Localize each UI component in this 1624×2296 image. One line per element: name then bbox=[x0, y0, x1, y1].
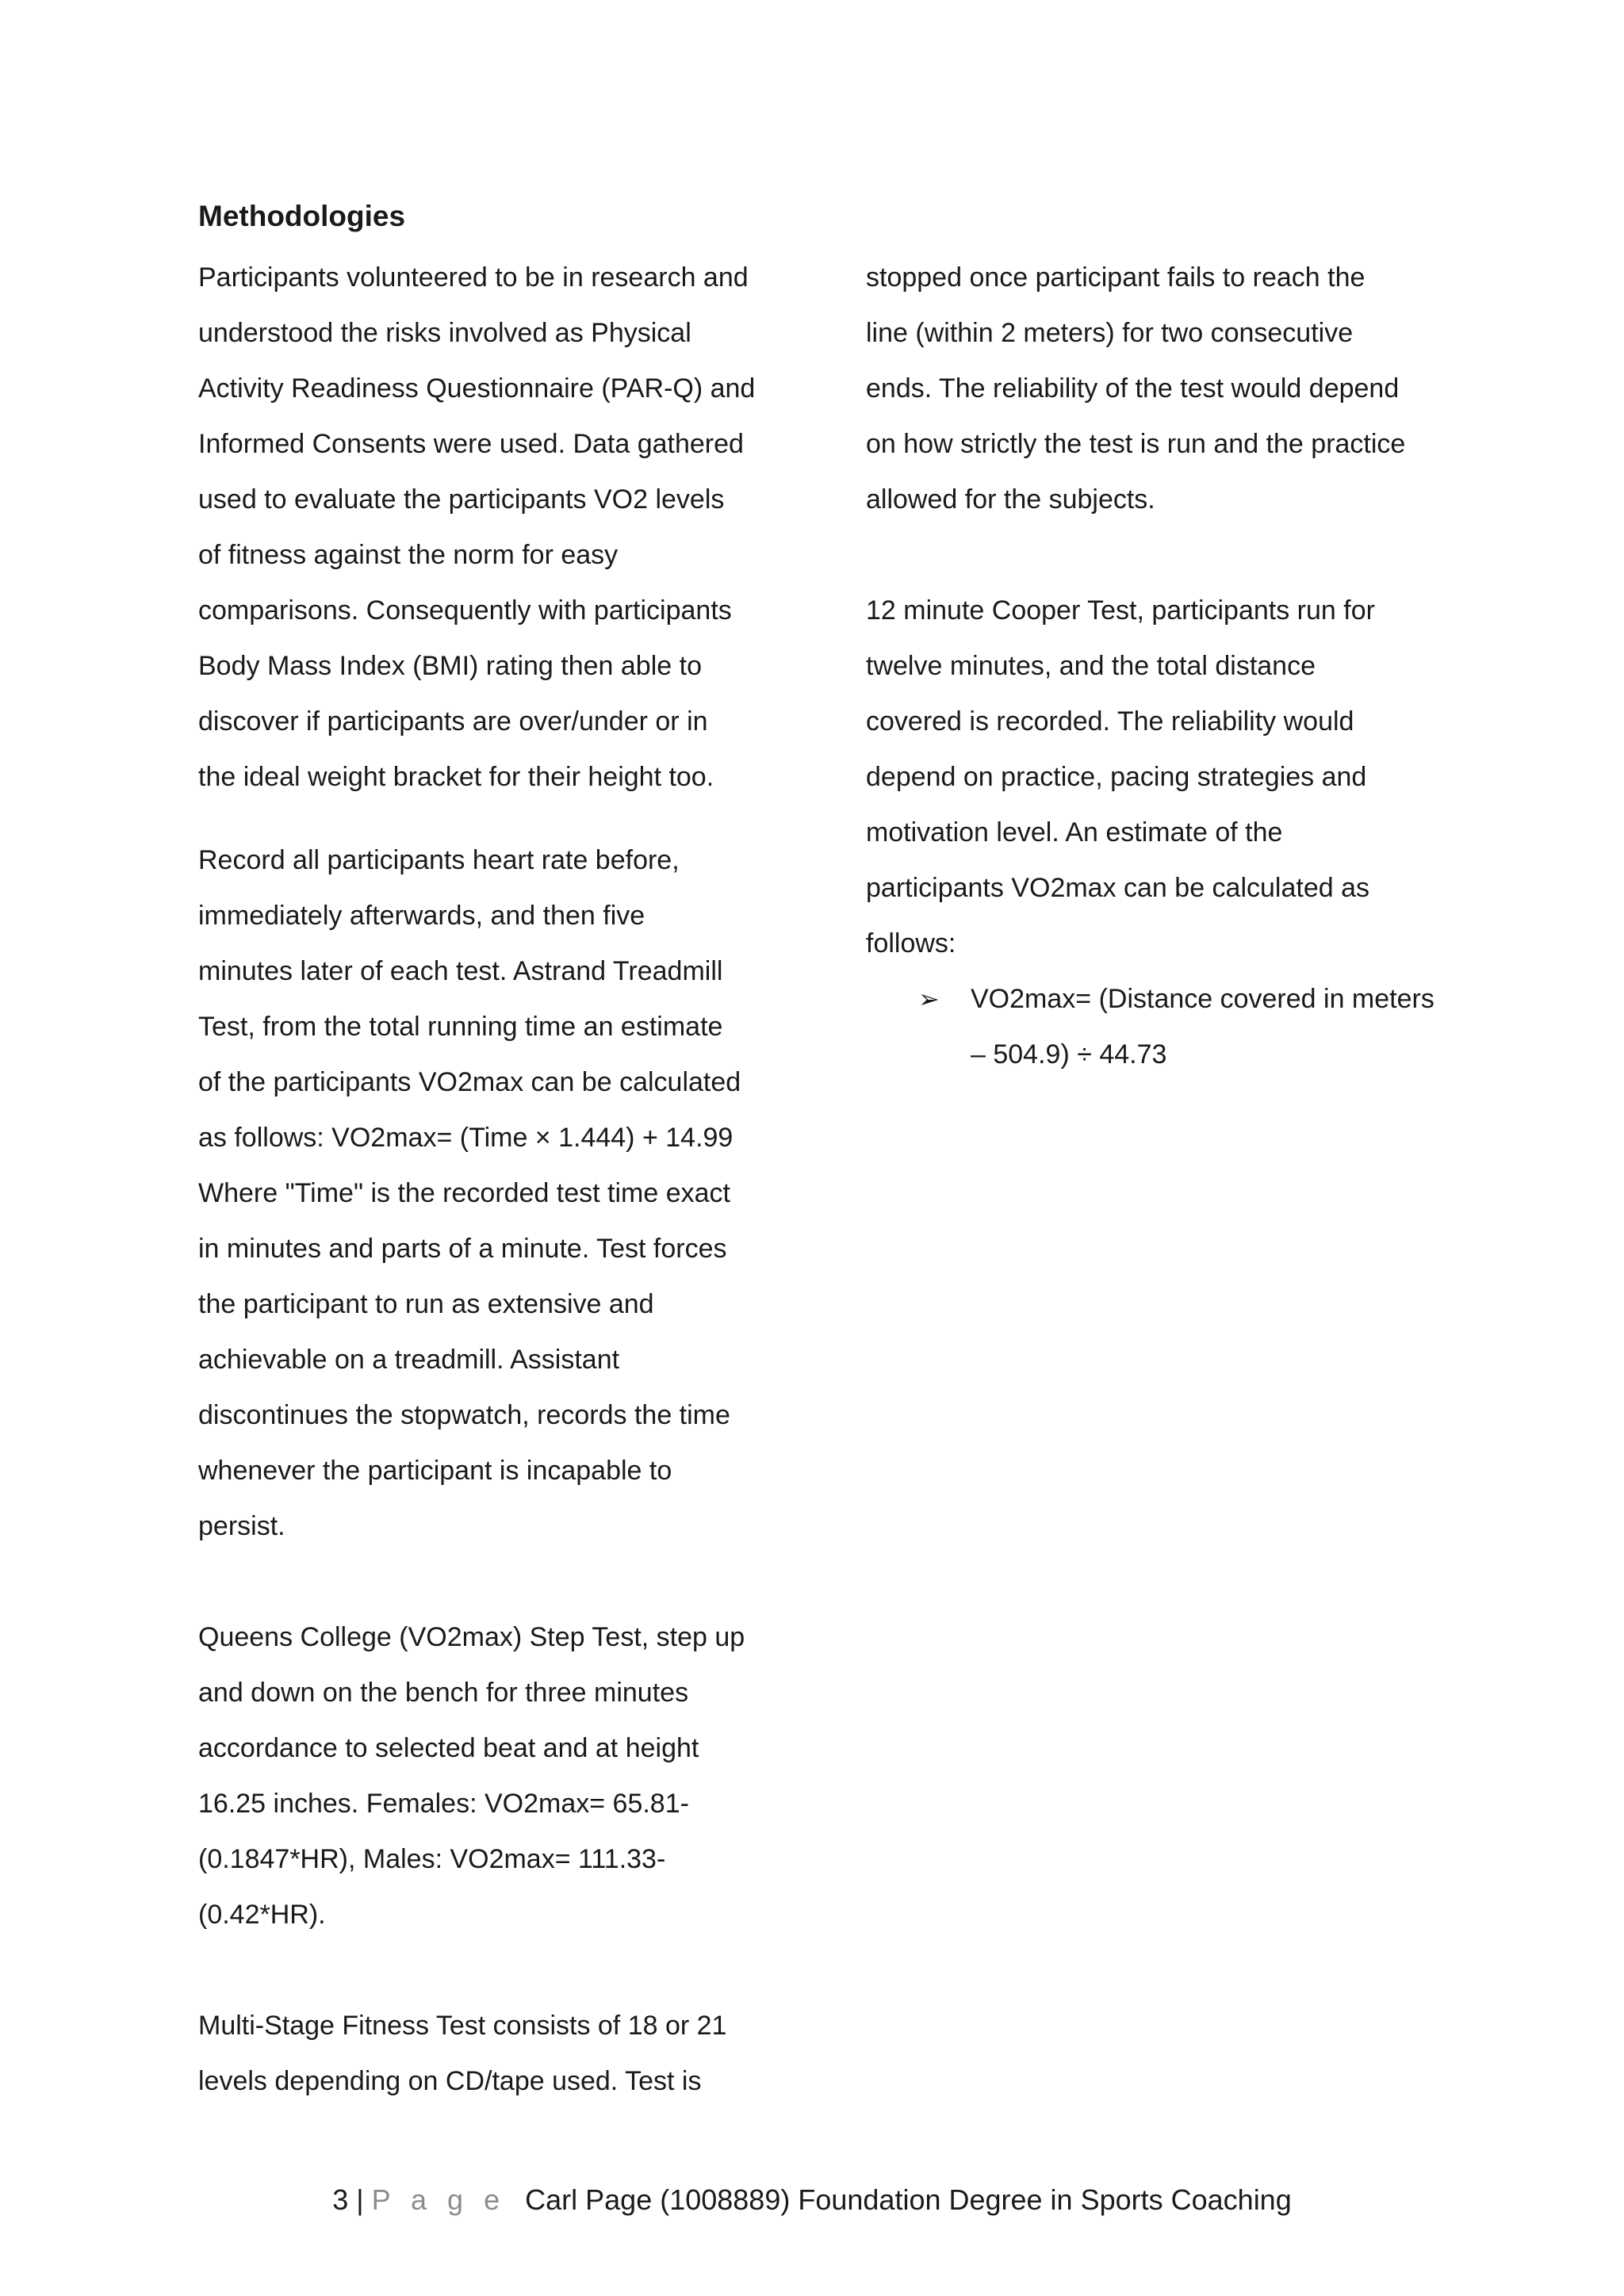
text-line: depend on practice, pacing strategies and bbox=[866, 762, 1367, 792]
text-line: Participants volunteered to be in research and bbox=[198, 262, 749, 293]
text-line: (0.42*HR). bbox=[198, 1900, 326, 1930]
text-line: discontinues the stopwatch, records the time bbox=[198, 1400, 730, 1430]
text-line: twelve minutes, and the total distance bbox=[866, 651, 1316, 681]
text-line: immediately afterwards, and then five bbox=[198, 901, 645, 931]
bullet-text-line: VO2max= (Distance covered in meters bbox=[971, 984, 1434, 1014]
page-footer bbox=[0, 2180, 1624, 2220]
text-line: persist. bbox=[198, 1511, 285, 1541]
text-line: Where "Time" is the recorded test time exact bbox=[198, 1178, 731, 1208]
text-line: allowed for the subjects. bbox=[866, 484, 1155, 515]
text-line: Record all participants heart rate before, bbox=[198, 845, 680, 875]
text-line: discover if participants are over/under or in bbox=[198, 706, 708, 737]
text-line: motivation level. An estimate of the bbox=[866, 817, 1283, 848]
text-line: levels depending on CD/tape used. Test is bbox=[198, 2066, 702, 2096]
text-line: comparisons. Consequently with participants bbox=[198, 595, 732, 626]
text-line: achievable on a treadmill. Assistant bbox=[198, 1345, 620, 1375]
text-line: Queens College (VO2max) Step Test, step up bbox=[198, 1622, 745, 1652]
text-line: stopped once participant fails to reach the bbox=[866, 262, 1365, 293]
text-line: Informed Consents were used. Data gathered bbox=[198, 429, 744, 459]
bullet-text-line: – 504.9) ÷ 44.73 bbox=[971, 1039, 1167, 1070]
footer-separator: | bbox=[356, 2183, 364, 2216]
text-line: (0.1847*HR), Males: VO2max= 111.33- bbox=[198, 1844, 666, 1874]
text-line: participants VO2max can be calculated as bbox=[866, 873, 1370, 903]
text-line: ends. The reliability of the test would depend bbox=[866, 373, 1400, 404]
text-line: the ideal weight bracket for their height too. bbox=[198, 762, 714, 792]
text-line: 16.25 inches. Females: VO2max= 65.81- bbox=[198, 1789, 689, 1819]
text-line: on how strictly the test is run and the practice bbox=[866, 429, 1406, 459]
text-line: 12 minute Cooper Test, participants run for bbox=[866, 595, 1375, 626]
text-line: Activity Readiness Questionnaire (PAR-Q) and bbox=[198, 373, 756, 404]
page-number: 3 bbox=[332, 2183, 349, 2216]
text-line: used to evaluate the participants VO2 levels bbox=[198, 484, 725, 515]
text-line: minutes later of each test. Astrand Treadmill bbox=[198, 956, 723, 986]
text-line: covered is recorded. The reliability would bbox=[866, 706, 1354, 737]
text-line: and down on the bench for three minutes bbox=[198, 1678, 689, 1708]
text-line: Multi-Stage Fitness Test consists of 18 or 21 bbox=[198, 2011, 727, 2041]
footer-author-text: Carl Page (1008889) Foundation Degree in Sports Coaching bbox=[525, 2183, 1292, 2216]
text-line: in minutes and parts of a minute. Test forces bbox=[198, 1234, 727, 1264]
text-line: line (within 2 meters) for two consecutive bbox=[866, 318, 1354, 348]
text-line: whenever the participant is incapable to bbox=[198, 1456, 672, 1486]
text-line: of the participants VO2max can be calculated bbox=[198, 1067, 741, 1097]
section-heading: Methodologies bbox=[198, 200, 406, 232]
text-line: accordance to selected beat and at height bbox=[198, 1733, 699, 1763]
text-line: understood the risks involved as Physical bbox=[198, 318, 691, 348]
text-line: Test, from the total running time an estimate bbox=[198, 1012, 723, 1042]
arrow-bullet-icon: ➢ bbox=[918, 985, 940, 1013]
page-label: P a g e bbox=[371, 2183, 507, 2216]
text-line: the participant to run as extensive and bbox=[198, 1289, 654, 1319]
text-line: Body Mass Index (BMI) rating then able to bbox=[198, 651, 702, 681]
text-line: as follows: VO2max= (Time × 1.444) + 14.99 bbox=[198, 1123, 733, 1153]
text-line: follows: bbox=[866, 928, 956, 959]
text-line: of fitness against the norm for easy bbox=[198, 540, 619, 570]
